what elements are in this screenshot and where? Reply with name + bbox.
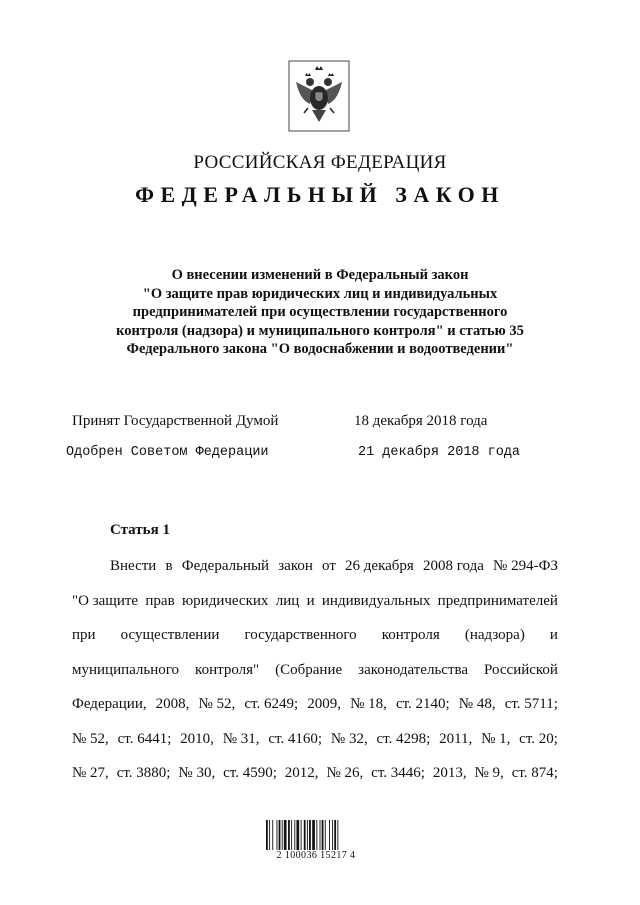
body-word: Федеральный: [181, 558, 270, 574]
law-title-line: О внесении изменений в Федеральный закон: [171, 267, 469, 283]
body-word: № 294-ФЗ: [493, 558, 558, 574]
article-body-text: [72, 556, 558, 798]
barcode-bar: [329, 820, 330, 850]
body-word: ст. 6441;: [117, 730, 172, 747]
body-word: осуществлении: [120, 627, 220, 643]
barcode-bar: [269, 820, 270, 850]
body-word: № 9,: [474, 765, 504, 781]
barcode-bar: [304, 820, 306, 850]
barcode-bar: [334, 820, 336, 850]
barcode-bar: [284, 820, 287, 850]
body-word: Федерации,: [72, 696, 147, 712]
barcode-bar: [322, 820, 324, 850]
body-word: ст. 874;: [511, 765, 558, 781]
body-word: и: [549, 627, 558, 643]
barcode-bar: [288, 820, 290, 850]
body-word: № 1,: [481, 730, 511, 747]
body-text-line: [72, 556, 558, 591]
body-word: предпринимателей: [437, 592, 558, 609]
body-word: законодательства: [358, 661, 469, 678]
body-word: 26 декабря: [345, 558, 414, 574]
barcode-bar: [272, 820, 273, 850]
country-heading: РОССИЙСКАЯ ФЕДЕРАЦИЯ: [193, 152, 447, 173]
body-word: № 32,: [330, 730, 368, 747]
barcode-bar: [325, 820, 326, 850]
body-text-line: [72, 763, 558, 798]
body-text-line: [72, 660, 558, 695]
barcode-bar: [296, 820, 299, 850]
body-text-line: [72, 694, 558, 729]
body-word: 2009,: [307, 696, 341, 712]
body-text-line: [72, 591, 558, 626]
body-word: ст. 3446;: [371, 765, 425, 781]
body-word: ст. 2140;: [395, 696, 450, 712]
law-title-line: предпринимателей при осуществлении государственного: [132, 304, 508, 320]
body-word: 2008 года: [423, 558, 484, 574]
article-heading: Статья 1: [110, 522, 170, 538]
barcode-bar: [312, 820, 315, 850]
body-word: ст. 4298;: [376, 730, 431, 747]
body-word: 2011,: [439, 730, 473, 747]
law-title-line: контроля (надзора) и муниципального контроля" и статью 35: [116, 322, 524, 339]
coat-of-arms-emblem: [288, 60, 350, 132]
body-word: ст. 4590;: [223, 765, 277, 781]
body-word: в: [165, 558, 173, 574]
body-word: ст. 6249;: [244, 696, 299, 712]
barcode-bar: [301, 820, 302, 850]
barcode-bar: [332, 820, 333, 850]
body-word: ст. 3880;: [116, 765, 171, 781]
body-word: юридических: [181, 592, 269, 609]
body-word: ст. 4160;: [268, 730, 323, 747]
barcode-bar: [294, 820, 295, 850]
body-word: 2012,: [284, 765, 319, 781]
body-text-line: [72, 729, 558, 764]
body-word: № 30,: [178, 765, 216, 781]
body-word: 2010,: [180, 730, 214, 747]
body-word: № 27,: [72, 765, 109, 781]
body-word: № 52,: [198, 696, 236, 712]
body-word: контроля": [195, 661, 260, 678]
body-word: контроля: [381, 627, 440, 643]
body-word: прав: [145, 592, 175, 609]
law-title-line: Федерального закона "О водоснабжении и водоотведении": [126, 341, 514, 357]
barcode-bar: [266, 820, 268, 850]
body-word: 2013,: [432, 765, 467, 781]
body-word: ст. 5711;: [504, 696, 558, 712]
barcode-bar: [316, 820, 317, 850]
body-word: и: [306, 592, 315, 609]
body-word: 2008,: [155, 696, 190, 712]
body-word: лиц: [275, 592, 300, 609]
barcode-bar: [282, 820, 283, 850]
body-word: при: [72, 627, 96, 643]
body-word: индивидуальных: [321, 592, 431, 609]
adopted-by-duma-label: Принят Государственной Думой: [72, 413, 279, 429]
body-word: № 31,: [222, 730, 260, 747]
body-word: № 52,: [72, 730, 109, 747]
barcode: [260, 814, 372, 864]
barcode-bar: [291, 820, 292, 850]
law-title-line: "О защите прав юридических лиц и индивидуальных: [142, 285, 498, 302]
body-word: Внести: [110, 558, 157, 574]
barcode-bar: [337, 820, 338, 850]
barcode-bar: [320, 820, 321, 850]
barcode-bar: [279, 820, 281, 850]
adopted-date: 18 декабря 2018 года: [354, 413, 488, 429]
body-word: от: [322, 558, 336, 574]
barcode-bars: [266, 820, 366, 850]
barcode-bar: [307, 820, 308, 850]
body-word: Российской: [484, 661, 558, 678]
body-word: № 26,: [326, 765, 364, 781]
document-type-heading: ФЕДЕРАЛЬНЫЙ ЗАКОН: [135, 182, 505, 207]
barcode-bar: [277, 820, 278, 850]
body-word: № 48,: [458, 696, 496, 712]
body-word: закон: [278, 558, 313, 574]
approved-by-federation-council-label: Одобрен Советом Федерации: [66, 445, 269, 460]
barcode-bar: [309, 820, 311, 850]
body-text-line: [72, 625, 558, 660]
barcode-number: 2 100036 15217 4: [276, 850, 356, 861]
approved-date: 21 декабря 2018 года: [358, 445, 521, 460]
body-word: муниципального: [72, 661, 180, 678]
body-word: "О защите: [72, 592, 139, 609]
body-word: ст. 20;: [519, 730, 558, 747]
body-word: (надзора): [464, 627, 525, 643]
body-word: государственного: [244, 627, 357, 643]
law-title: [70, 266, 570, 359]
body-word: (Собрание: [275, 661, 343, 678]
body-word: № 18,: [350, 696, 387, 712]
